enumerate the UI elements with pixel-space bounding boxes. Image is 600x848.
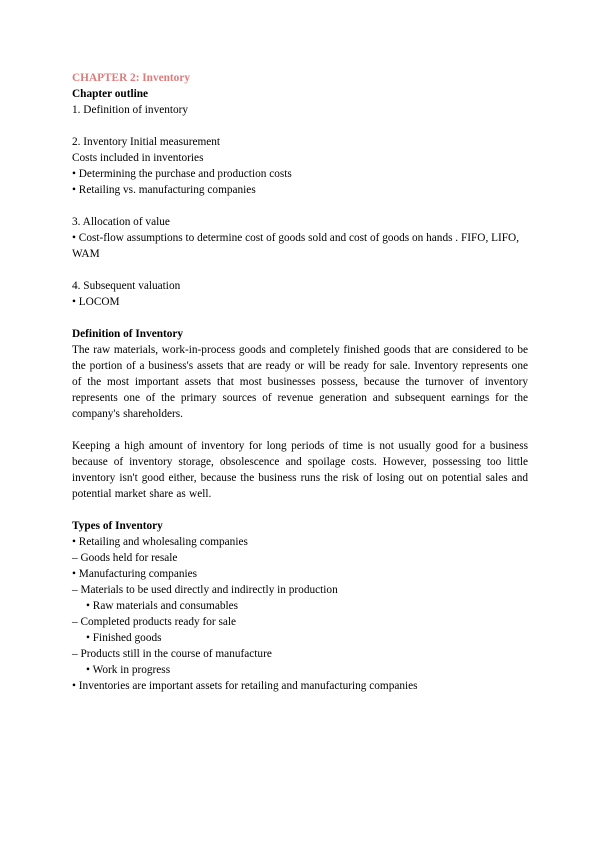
outline-item-3-bullet: • Cost-flow assumptions to determine cost of goods sold and cost of goods on hands . FIFO, LIFO, WAM <box>72 232 520 260</box>
chapter-title: CHAPTER 2: Inventory <box>72 72 190 84</box>
definition-paragraph-1: The raw materials, work-in-process goods and completely finished goods that are considered to be the portion of a business's assets that are ready or will be ready for sale. Inventory represents one of the most important assets that most businesses possess, because the turnover of inventory represents one of the primary sources of revenue generation and subsequent earnings for the company's shareholders. <box>72 344 528 420</box>
outline-item-4-bullet: • LOCOM <box>72 296 120 308</box>
outline-item-2-sub: Costs included in inventories <box>72 152 204 164</box>
outline-heading: Chapter outline <box>72 88 149 100</box>
types-list-item: – Materials to be used directly and indirectly in production <box>72 584 338 596</box>
types-list-item: – Completed products ready for sale <box>72 616 237 628</box>
definition-paragraph-2: Keeping a high amount of inventory for long periods of time is not usually good for a business because of inventory storage, obsolescence and spoilage costs. However, possessing too little inventory isn't good either, because the business runs the risk of losing out on potential sales and potential market share as well. <box>72 440 528 500</box>
outline-item-2: 2. Inventory Initial measurement <box>72 136 221 148</box>
outline-item-3: 3. Allocation of value <box>72 216 170 228</box>
outline-item-4: 4. Subsequent valuation <box>72 280 181 292</box>
outline-item-1: 1. Definition of inventory <box>72 104 189 116</box>
definition-heading: Definition of Inventory <box>72 328 184 340</box>
outline-item-2-bullet: • Retailing vs. manufacturing companies <box>72 184 256 196</box>
types-list-item: • Inventories are important assets for retailing and manufacturing companies <box>72 680 418 692</box>
types-list-item: • Manufacturing companies <box>72 568 198 580</box>
types-list-item: • Finished goods <box>86 632 162 644</box>
types-list-item: – Products still in the course of manufacture <box>72 648 272 660</box>
types-list-item: • Raw materials and consumables <box>86 600 239 612</box>
types-list-item: • Work in progress <box>86 664 171 676</box>
types-heading: Types of Inventory <box>72 520 163 532</box>
types-list-item: • Retailing and wholesaling companies <box>72 536 248 548</box>
types-list-item: – Goods held for resale <box>72 552 178 564</box>
outline-item-2-bullet: • Determining the purchase and production costs <box>72 168 292 180</box>
document-page <box>72 70 528 694</box>
